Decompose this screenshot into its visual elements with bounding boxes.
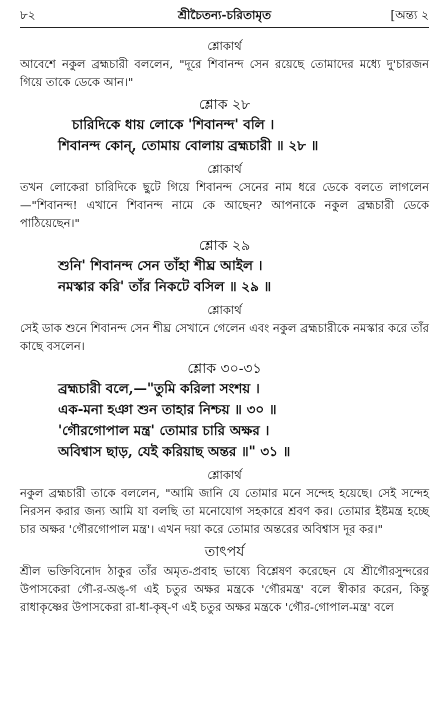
- book-title: শ্রীচৈতন্য-চরিতামৃত: [177, 8, 272, 22]
- translation-text: তখন লোকেরা চারিদিকে ছুটে গিয়ে শিবানন্দ সেনের নাম ধরে ডেকে বলতে লাগলেন—"শিবানন্দ! এখানে শিবানন্দ নামে কে আছেন? আপনাকে নকুল ব্রহ্মচারী ডেকে পাঠিয়েছেন।": [20, 180, 429, 230]
- page-header: [20, 6, 429, 24]
- translation-text: আবেশে নকুল ব্রহ্মচারী বললেন, "দূরে শিবানন্দ সেন রয়েছে তোমাদের মধ্যে দু'চারজন গিয়ে তাকে ডেকে আন।": [20, 57, 429, 89]
- chapter-reference: [অন্ত্য ২: [390, 8, 429, 22]
- translation-heading: শ্লোকার্থ: [207, 162, 242, 176]
- verse-line: চারিদিকে ধায় লোকে 'শিবানন্দ' বলি ।: [72, 117, 275, 133]
- verse-line: অবিশ্বাস ছাড়, যেই করিয়াছ অন্তর ॥" ৩১ ॥: [58, 444, 291, 460]
- verse-28: [20, 115, 429, 157]
- page-content: [20, 34, 429, 616]
- header-rule: [20, 27, 429, 28]
- verse-line: ব্রহ্মচারী বলে,—"তুমি করিলা সংশয় ।: [58, 381, 260, 397]
- verse-heading-29: শ্লোক ২৯: [198, 238, 251, 254]
- verse-line: নমস্কার করি' তাঁর নিকটে বসিল ॥ ২৯ ॥: [58, 279, 272, 295]
- page-number: ৮২: [20, 8, 36, 22]
- verse-line: এক-মনা হঞা শুন তাহার নিশ্চয় ॥ ৩০ ॥: [58, 402, 277, 418]
- verse-line: শুনি' শিবানন্দ সেন তাঁহা শীঘ্র আইল ।: [58, 258, 263, 274]
- translation-heading: শ্লোকার্থ: [207, 303, 242, 317]
- purport-text: শ্রীল ভক্তিবিনোদ ঠাকুর তাঁর অমৃত-প্রবাহ ভাষ্যে বিশ্লেষণ করেছেন যে শ্রীগৌরসুন্দরের উপাসকেরা গৌ-র-অঙ্-গ এই চতুর অক্ষর মন্ত্রকে 'গৌরমন্ত্র' বলে স্বীকার করেন, কিন্তু রাধাকৃষ্ণের উপাসকেরা রা-ধা-কৃষ্-ণ এই চতুর অক্ষর মন্ত্রকে 'গৌর-গোপাল-মন্ত্র' বলে: [20, 564, 429, 614]
- verse-heading-30-31: শ্লোক ৩০-৩১: [187, 361, 262, 377]
- translation-text: নকুল ব্রহ্মচারী তাকে বললেন, "আমি জানি যে তোমার মনে সন্দেহ হয়েছে। সেই সন্দেহ নিরসন করার জন্য আমি যা বলছি তা মনোযোগ সহকারে শ্রবণ কর। তোমার ইষ্টমন্ত্র হচ্ছে চার অক্ষর 'গৌরগোপাল মন্ত্র'। এখন দয়া করে তোমার অন্তরের অবিশ্বাস দূর কর।": [20, 486, 429, 536]
- translation-heading: শ্লোকার্থ: [207, 468, 242, 482]
- verse-heading-28: শ্লোক ২৮: [198, 97, 251, 113]
- purport-heading: তাৎপর্য: [204, 544, 245, 560]
- verse-line: শিবানন্দ কোন্, তোমায় বোলায় ব্রহ্মচারী ॥ ২৮ ॥: [58, 138, 319, 154]
- translation-heading: শ্লোকার্থ: [207, 39, 242, 53]
- translation-text: সেই ডাক শুনে শিবানন্দ সেন শীঘ্র সেখানে গেলেন এবং নকুল ব্রহ্মচারীকে নমস্কার করে তাঁর কাছে বসলেন।: [20, 321, 429, 353]
- verse-30-31: [20, 379, 429, 463]
- verse-line: 'গৌরগোপাল মন্ত্র' তোমার চারি অক্ষর ।: [58, 423, 270, 439]
- verse-29: [20, 256, 429, 298]
